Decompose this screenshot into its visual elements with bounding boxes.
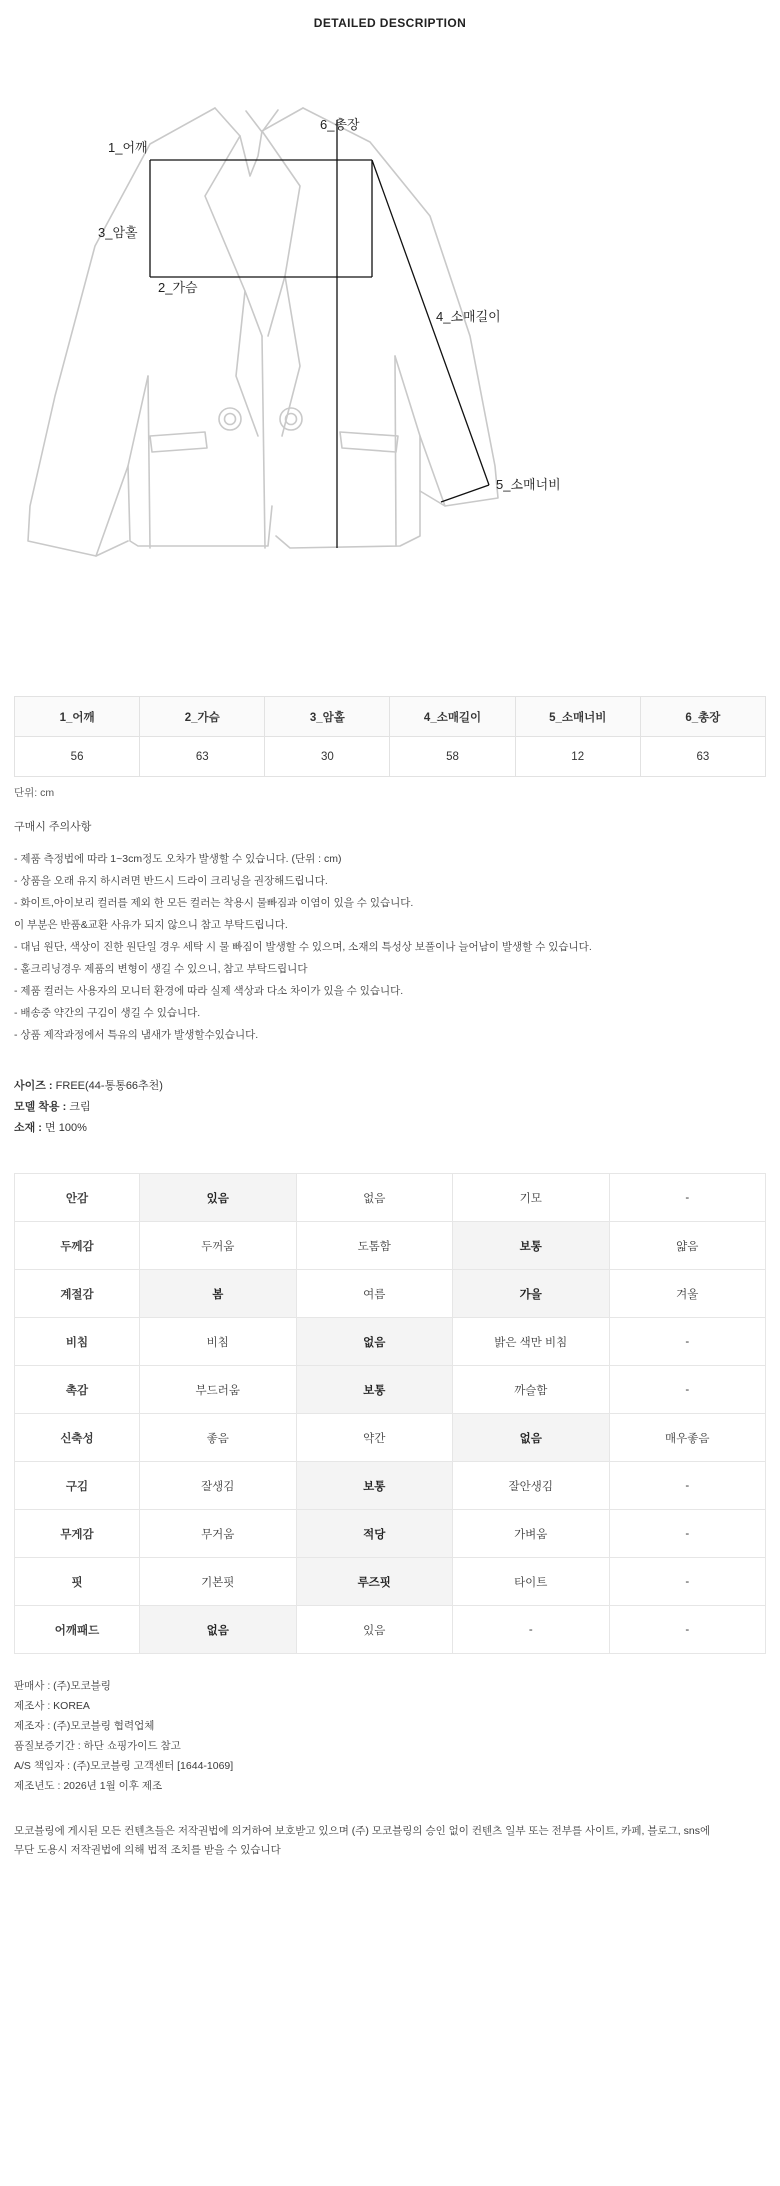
attr-option: 가벼움	[453, 1510, 610, 1558]
notice-item: - 배송중 약간의 구김이 생길 수 있습니다.	[14, 1007, 201, 1019]
attribute-table-wrapper	[0, 1139, 780, 1654]
attr-label-elasticity: 신축성	[15, 1414, 140, 1462]
attr-option: 무거움	[140, 1510, 297, 1558]
table-header-row	[15, 697, 766, 737]
notice-item: - 상품을 오래 유지 하시려면 반드시 드라이 크리닝을 권장해드립니다.	[14, 875, 328, 887]
seller-info-line: 제조사 : KOREA	[14, 1700, 90, 1712]
attr-option: 보통	[296, 1462, 453, 1510]
attr-option: 보통	[296, 1366, 453, 1414]
attr-option: 두꺼움	[140, 1222, 297, 1270]
attr-option: 루즈핏	[296, 1558, 453, 1606]
attr-option: 여름	[296, 1270, 453, 1318]
garment-measurement-illustration	[0, 36, 780, 696]
attr-option: -	[609, 1510, 766, 1558]
spec-model-wear-value: 크림	[66, 1101, 91, 1113]
attr-option: 까슬함	[453, 1366, 610, 1414]
seller-info	[0, 1654, 780, 1796]
measurement-header: 5_소매너비	[515, 697, 640, 737]
attr-option: 밝은 색만 비침	[453, 1318, 610, 1366]
measurement-header: 6_총장	[640, 697, 765, 737]
attr-label-shoulder-pad: 어깨패드	[15, 1606, 140, 1654]
spec-size-value: FREE(44-통통66추천)	[52, 1080, 163, 1092]
attr-option: 적당	[296, 1510, 453, 1558]
attr-option: -	[609, 1174, 766, 1222]
label-chest: 2_가슴	[158, 280, 198, 295]
seller-info-line: 제조자 : (주)모코블링 협력업체	[14, 1720, 155, 1732]
measurement-header: 2_가슴	[140, 697, 265, 737]
attr-option: 비침	[140, 1318, 297, 1366]
page-title: DETAILED DESCRIPTION	[313, 16, 467, 30]
label-sleeve-length: 4_소매길이	[436, 309, 501, 324]
table-row	[15, 1510, 766, 1558]
spec-size-label: 사이즈 :	[14, 1080, 53, 1092]
measurement-header: 3_암홀	[265, 697, 390, 737]
notice-item: 이 부분은 반품&교환 사유가 되지 않으니 참고 부탁드립니다.	[14, 919, 288, 931]
copyright-line: 모코블링에 게시된 모든 컨텐츠들은 저작권법에 의거하여 보호받고 있으며 (주) 모코블링의 승인 없이 컨텐츠 일부 또는 전부를 사이트, 카페, 블로그, sns에	[14, 1825, 711, 1837]
attr-option: 도톰함	[296, 1222, 453, 1270]
notice-list	[14, 848, 766, 1046]
attr-option: 봄	[140, 1270, 297, 1318]
attr-label-fit: 핏	[15, 1558, 140, 1606]
table-row	[15, 1462, 766, 1510]
attr-option: 없음	[296, 1174, 453, 1222]
attr-label-wrinkle: 구김	[15, 1462, 140, 1510]
button-detail	[219, 408, 302, 430]
attr-option: 있음	[296, 1606, 453, 1654]
attr-option: -	[609, 1366, 766, 1414]
table-row	[15, 1414, 766, 1462]
seller-info-line: A/S 책임자 : (주)모코블링 고객센터 [1644-1069]	[14, 1760, 234, 1772]
copyright-notice	[0, 1796, 780, 1890]
attr-label-thickness: 두께감	[15, 1222, 140, 1270]
product-specs	[0, 1046, 780, 1139]
seller-info-line: 판매사 : (주)모코블링	[14, 1680, 111, 1692]
attr-option: 가을	[453, 1270, 610, 1318]
attr-label-lining: 안감	[15, 1174, 140, 1222]
measurement-header: 1_어깨	[15, 697, 140, 737]
attr-option: -	[609, 1318, 766, 1366]
measurement-value: 56	[15, 737, 140, 777]
attr-label-sheerness: 비침	[15, 1318, 140, 1366]
attr-option: 잘안생김	[453, 1462, 610, 1510]
attr-option: 얇음	[609, 1222, 766, 1270]
measurement-value: 12	[515, 737, 640, 777]
attr-label-season: 계절감	[15, 1270, 140, 1318]
spec-size	[14, 1076, 766, 1097]
attr-label-weight: 무게감	[15, 1510, 140, 1558]
attr-option: 겨울	[609, 1270, 766, 1318]
measurement-table	[14, 696, 766, 777]
measurement-header: 4_소매길이	[390, 697, 515, 737]
label-armhole: 3_암홀	[98, 225, 138, 240]
spec-material	[14, 1118, 766, 1139]
table-row	[15, 1606, 766, 1654]
attr-option: -	[609, 1462, 766, 1510]
notice-item: - 홀크리닝경우 제품의 변형이 생길 수 있으니, 참고 부탁드립니다	[14, 963, 308, 975]
label-shoulder: 1_어깨	[108, 140, 148, 155]
attr-option: 좋음	[140, 1414, 297, 1462]
table-row	[15, 1366, 766, 1414]
table-row	[15, 1174, 766, 1222]
jacket-diagram-svg	[0, 36, 780, 696]
attr-option: 기본핏	[140, 1558, 297, 1606]
measurement-value: 30	[265, 737, 390, 777]
attr-option: -	[609, 1558, 766, 1606]
attr-label-texture: 촉감	[15, 1366, 140, 1414]
notice-item: - 대님 원단, 색상이 진한 원단일 경우 세탁 시 물 빠짐이 발생할 수 있으며, 소재의 특성상 보풀이나 늘어남이 발생할 수 있습니다.	[14, 941, 592, 953]
label-total-length: 6_총장	[320, 117, 360, 132]
notice-item: - 상품 제작과정에서 특유의 냄새가 발생할수있습니다.	[14, 1029, 259, 1041]
attr-option: 없음	[453, 1414, 610, 1462]
measurement-value: 63	[640, 737, 765, 777]
attr-option: 없음	[140, 1606, 297, 1654]
notice-item: - 화이트,아이보리 컬러를 제외 한 모든 컬러는 착용시 물빠짐과 이염이 있을 수 있습니다.	[14, 897, 414, 909]
measurement-value: 63	[140, 737, 265, 777]
table-row	[15, 1222, 766, 1270]
attr-option: 보통	[453, 1222, 610, 1270]
attr-option: 매우좋음	[609, 1414, 766, 1462]
attr-option: 없음	[296, 1318, 453, 1366]
table-row	[15, 1270, 766, 1318]
attr-option: 잘생김	[140, 1462, 297, 1510]
attr-option: 있음	[140, 1174, 297, 1222]
attr-option: 부드러움	[140, 1366, 297, 1414]
table-row	[15, 1318, 766, 1366]
attr-option: 약간	[296, 1414, 453, 1462]
measurement-value: 58	[390, 737, 515, 777]
label-sleeve-width: 5_소매너비	[496, 477, 561, 492]
attr-option: -	[453, 1606, 610, 1654]
attr-option: 기모	[453, 1174, 610, 1222]
purchase-notice	[0, 800, 780, 1046]
unit-note: 단위: cm	[14, 787, 55, 799]
table-row	[15, 737, 766, 777]
spec-material-label: 소재 :	[14, 1122, 42, 1134]
spec-material-value: 면 100%	[41, 1122, 87, 1134]
table-row	[15, 1558, 766, 1606]
attr-option: 타이트	[453, 1558, 610, 1606]
attr-option: -	[609, 1606, 766, 1654]
spec-model-wear	[14, 1097, 766, 1118]
spec-model-wear-label: 모델 착용 :	[14, 1101, 67, 1113]
measurement-table-wrapper	[0, 696, 780, 777]
notice-item: - 제품 컬러는 사용자의 모니터 환경에 따라 실제 색상과 다소 차이가 있을 수 있습니다.	[14, 985, 404, 997]
notice-heading: 구매시 주의사항	[14, 821, 92, 833]
copyright-line: 무단 도용시 저작권법에 의해 법적 조치를 받을 수 있습니다	[14, 1844, 281, 1856]
seller-info-line: 품질보증기간 : 하단 쇼핑가이드 참고	[14, 1740, 181, 1752]
seller-info-line: 제조년도 : 2026년 1월 이후 제조	[14, 1780, 163, 1792]
notice-item: - 제품 측정법에 따라 1~3cm정도 오차가 발생할 수 있습니다. (단위 : cm)	[14, 853, 342, 865]
attribute-table	[14, 1173, 766, 1654]
